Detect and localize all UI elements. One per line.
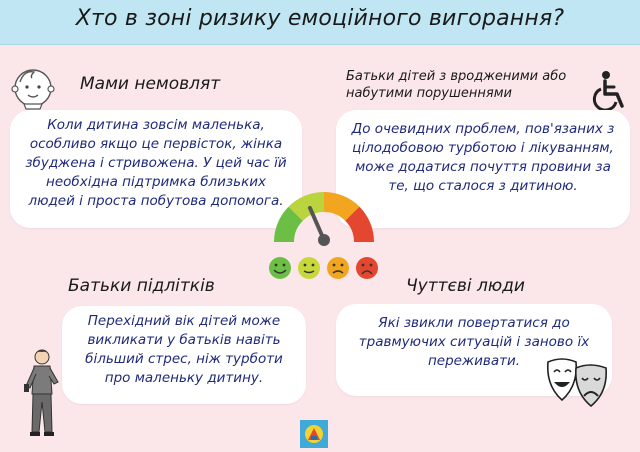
card-text-mothers: Коли дитина зовсім маленька, особливо якщо це первісток, жінка збуджена і стривожена. У цей час їй необхідна підтримка близьких людей і проста побутова допомога.: [25, 117, 287, 209]
card-disabled-children-parents: [336, 110, 630, 228]
sad-face-icon: [355, 256, 379, 280]
title-banner: [0, 0, 640, 45]
neutral-face-icon: [326, 256, 350, 280]
section-heading-disabled-children-parents: Батьки дітей з вродженими або набутими порушеннями: [346, 69, 567, 101]
baby-face-icon: [10, 64, 56, 110]
card-text-sensitive-people: Які звикли повертатися до травмуючих ситуацій і заново їх переживати.: [358, 315, 590, 369]
happy-face-icon: [268, 256, 292, 280]
school-logo-icon: [300, 420, 328, 448]
mood-faces-row: [268, 256, 380, 282]
page-title: Хто в зоні ризику емоційного вигорання?: [75, 6, 565, 31]
teenager-icon: [22, 348, 62, 438]
section-heading-sensitive-people: Чуттєві люди: [406, 276, 525, 296]
section-heading-teen-parents: Батьки підлітків: [68, 276, 215, 296]
theatre-masks-icon: [544, 356, 610, 410]
card-teen-parents: [62, 306, 306, 404]
card-text-teen-parents: Перехідний вік дітей може викликати у батьків навіть більший стрес, ніж турботи про маленьку дитину.: [85, 313, 283, 386]
stress-gauge-icon: [268, 180, 380, 248]
wheelchair-icon: [592, 70, 628, 114]
card-text-disabled-children-parents: До очевидних проблем, пов'язаних з цілодобовою турботою і лікуванням, може додатися почуття провини за те, що сталося з дитиною.: [351, 121, 615, 194]
section-heading-mothers: Мами немовлят: [80, 74, 221, 94]
smile-face-icon: [297, 256, 321, 280]
card-mothers: [10, 110, 302, 228]
